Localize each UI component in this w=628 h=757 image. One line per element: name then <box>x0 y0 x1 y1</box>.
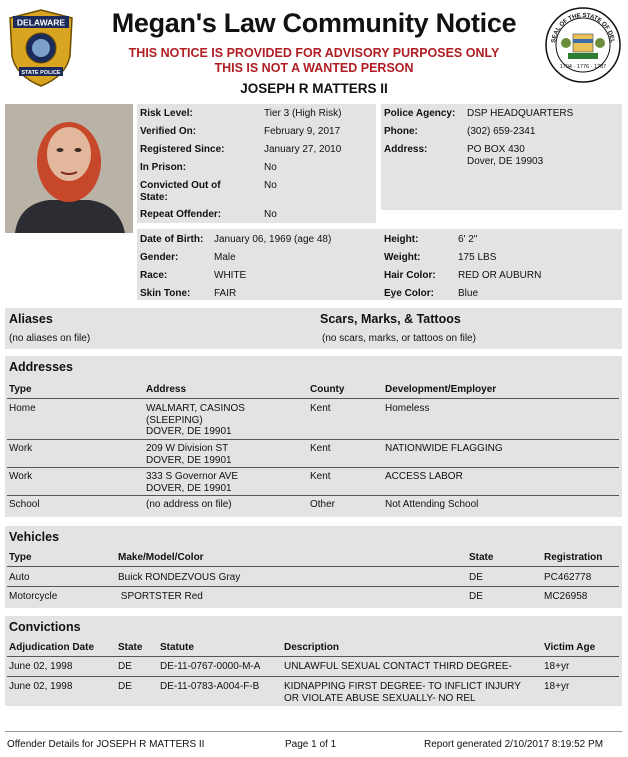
footer-offender-details: Offender Details for JOSEPH R MATTERS II <box>7 739 205 750</box>
repeat-offender-value: No <box>264 209 277 220</box>
vehicle-row-1-state: DE <box>469 572 483 583</box>
hair-color-value: RED OR AUBURN <box>458 270 542 281</box>
badge-bottom-text: STATE POLICE <box>21 70 61 76</box>
risk-level-label: Risk Level: <box>140 108 193 119</box>
address-row-divider <box>7 439 619 440</box>
police-agency-value: DSP HEADQUARTERS <box>467 108 574 119</box>
address-row-divider <box>7 467 619 468</box>
convictions-header-statute: Statute <box>160 642 194 653</box>
address-row-4-type: School <box>9 499 40 510</box>
vehicles-title: Vehicles <box>9 530 60 544</box>
vehicle-row-1-make: Buick RONDEZVOUS Gray <box>118 572 241 583</box>
convictions-header-date: Adjudication Date <box>9 642 95 653</box>
conviction-row-divider <box>7 676 619 677</box>
vehicle-row-2-make: SPORTSTER Red <box>118 591 203 602</box>
convicted-out-of-state-label: Convicted Out of State: <box>140 180 221 203</box>
convictions-header-divider <box>7 656 619 657</box>
registered-since-value: January 27, 2010 <box>264 144 342 155</box>
conviction-row-2-state: DE <box>118 681 132 692</box>
address-row-divider <box>7 495 619 496</box>
skin-tone-label: Skin Tone: <box>140 288 191 299</box>
phone-value: (302) 659-2341 <box>467 126 536 137</box>
vehicle-row-1-type: Auto <box>9 572 30 583</box>
risk-level-value: Tier 3 (High Risk) <box>264 108 342 119</box>
height-value: 6' 2" <box>458 234 478 245</box>
addresses-panel <box>5 356 622 517</box>
address-label: Address: <box>384 144 428 155</box>
vehicles-panel <box>5 526 622 608</box>
address-row-3-employer: ACCESS LABOR <box>385 471 463 482</box>
conviction-row-2-statute: DE-11-0783-A004-F-B <box>160 681 260 692</box>
advisory-line-2: THIS IS NOT A WANTED PERSON <box>214 61 414 75</box>
weight-value: 175 LBS <box>458 252 497 263</box>
address-row-4-employer: Not Attending School <box>385 499 479 510</box>
address-row-3-type: Work <box>9 471 33 482</box>
advisory-line-1: THIS NOTICE IS PROVIDED FOR ADVISORY PURPOSES ONLY <box>128 46 500 60</box>
addresses-header-county: County <box>310 384 345 395</box>
conviction-row-1-state: DE <box>118 661 132 672</box>
aliases-value: (no aliases on file) <box>9 333 91 344</box>
verified-on-value: February 9, 2017 <box>264 126 341 137</box>
address-row-3-address: 333 S Governor AVE DOVER, DE 19901 <box>146 471 239 494</box>
state-police-badge <box>6 8 76 88</box>
gender-label: Gender: <box>140 252 179 263</box>
vehicle-row-2-type: Motorcycle <box>9 591 58 602</box>
dob-label: Date of Birth: <box>140 234 204 245</box>
demographics-panel <box>137 229 622 300</box>
conviction-row-2-description: KIDNAPPING FIRST DEGREE- TO INFLICT INJURY OR VIOLATE ABUSE SEXUALLY- NO REL <box>284 681 521 704</box>
repeat-offender-label: Repeat Offender: <box>140 209 222 220</box>
address-row-1-county: Kent <box>310 403 331 414</box>
addresses-header-address: Address <box>146 384 187 395</box>
footer-divider <box>5 731 622 732</box>
address-row-1-type: Home <box>9 403 36 414</box>
address-row-4-county: Other <box>310 499 336 510</box>
gender-value: Male <box>214 252 236 263</box>
conviction-row-1-date: June 02, 1998 <box>9 661 73 672</box>
agency-address-line-2: Dover, DE 19903 <box>467 156 544 167</box>
skin-tone-value: FAIR <box>214 288 237 299</box>
convictions-title: Convictions <box>9 620 81 634</box>
badge-top-text: DELAWARE <box>16 17 66 28</box>
page-title: Megan's Law Community Notice <box>111 8 517 38</box>
police-agency-label: Police Agency: <box>384 108 456 119</box>
conviction-row-1-statute: DE-11-0767-0000-M-A <box>160 661 261 672</box>
vehicle-row-1-registration: PC462778 <box>544 572 592 583</box>
offender-name: JOSEPH R MATTERS II <box>240 81 388 96</box>
offender-photo <box>5 104 133 233</box>
conviction-row-2-date: June 02, 1998 <box>9 681 73 692</box>
dob-value: January 06, 1969 (age 48) <box>214 234 332 245</box>
seal-text: SEAL OF THE STATE OF DEL <box>551 12 615 44</box>
address-row-3-county: Kent <box>310 471 331 482</box>
address-row-2-address: 209 W Division ST DOVER, DE 19901 <box>146 443 232 466</box>
vehicles-header-type: Type <box>9 552 32 563</box>
scars-value: (no scars, marks, or tattoos on file) <box>322 333 476 344</box>
convictions-header-description: Description <box>284 642 340 653</box>
address-row-1-address: WALMART, CASINOS (SLEEPING) DOVER, DE 19901 <box>146 403 245 437</box>
address-row-2-employer: NATIONWIDE FLAGGING <box>385 443 503 454</box>
address-row-1-employer: Homeless <box>385 403 430 414</box>
addresses-header-divider <box>7 398 619 399</box>
weight-label: Weight: <box>384 252 421 263</box>
convictions-header-state: State <box>118 642 143 653</box>
phone-label: Phone: <box>384 126 418 137</box>
vehicles-header-state: State <box>469 552 494 563</box>
scars-title: Scars, Marks, & Tattoos <box>320 312 461 326</box>
hair-color-label: Hair Color: <box>384 270 436 281</box>
vehicles-header-divider <box>7 566 619 567</box>
vehicles-header-make: Make/Model/Color <box>118 552 204 563</box>
height-label: Height: <box>384 234 419 245</box>
verified-on-label: Verified On: <box>140 126 197 137</box>
conviction-row-2-victim-age: 18+yr <box>544 681 570 692</box>
state-seal <box>544 6 622 84</box>
address-row-4-address: (no address on file) <box>146 499 232 510</box>
address-row-2-type: Work <box>9 443 33 454</box>
address-row-2-county: Kent <box>310 443 331 454</box>
addresses-header-type: Type <box>9 384 32 395</box>
convicted-out-of-state-value: No <box>264 180 277 191</box>
footer-report-generated: Report generated 2/10/2017 8:19:52 PM <box>424 739 604 750</box>
convictions-header-victim-age: Victim Age <box>544 642 596 653</box>
aliases-scars-panel <box>5 308 622 349</box>
vehicle-row-divider <box>7 586 619 587</box>
race-label: Race: <box>140 270 168 281</box>
addresses-title: Addresses <box>9 360 73 374</box>
footer-page-number: Page 1 of 1 <box>285 739 337 750</box>
vehicles-header-registration: Registration <box>544 552 603 563</box>
in-prison-label: In Prison: <box>140 162 187 173</box>
vehicle-row-2-state: DE <box>469 591 483 602</box>
addresses-header-employer: Development/Employer <box>385 384 497 395</box>
race-value: WHITE <box>214 270 247 281</box>
advisory-notice <box>100 46 528 76</box>
vehicle-row-2-registration: MC26958 <box>544 591 588 602</box>
aliases-title: Aliases <box>9 312 53 326</box>
conviction-row-1-victim-age: 18+yr <box>544 661 570 672</box>
agency-address-line-1: PO BOX 430 <box>467 144 525 155</box>
eye-color-value: Blue <box>458 288 479 299</box>
registered-since-label: Registered Since: <box>140 144 225 155</box>
seal-years: 1704 · 1776 · 1787 <box>559 64 607 70</box>
conviction-row-1-description: UNLAWFUL SEXUAL CONTACT THIRD DEGREE- <box>284 661 512 672</box>
in-prison-value: No <box>264 162 277 173</box>
eye-color-label: Eye Color: <box>384 288 435 299</box>
